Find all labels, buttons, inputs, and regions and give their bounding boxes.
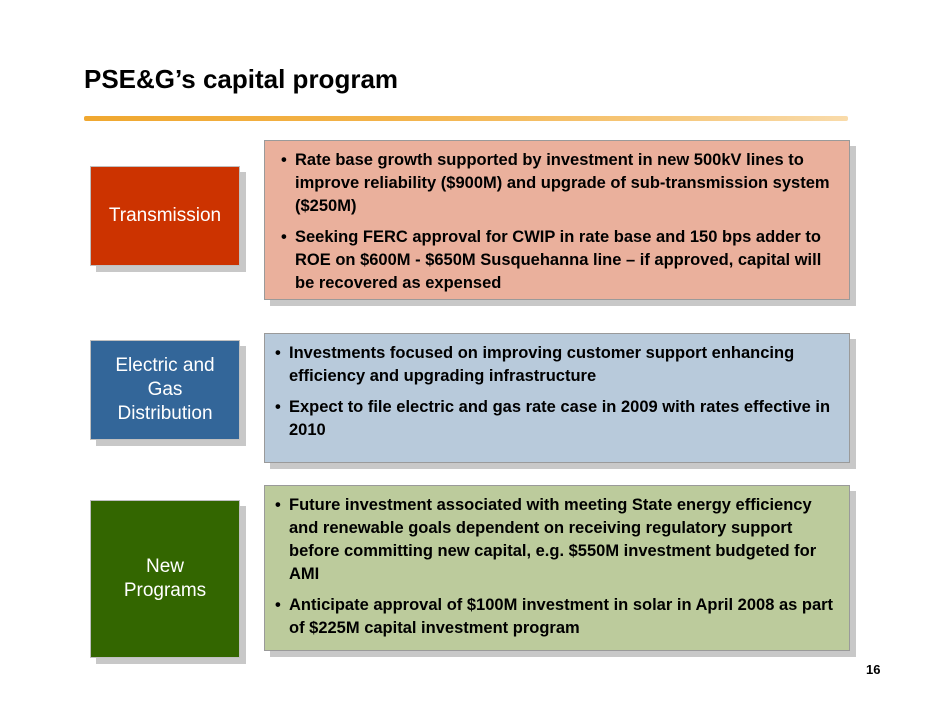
page-number: 16 bbox=[866, 662, 881, 677]
programs-bullet-2: • Anticipate approval of $100M investment in solar in April 2008 as part of $225M capital investment program bbox=[275, 596, 834, 637]
title-rule bbox=[84, 116, 848, 121]
bullet-icon: • bbox=[275, 344, 281, 362]
distribution-label: Electric and Gas Distribution bbox=[90, 340, 240, 440]
slide-title: PSE&G’s capital program bbox=[84, 64, 399, 94]
bullet-icon: • bbox=[275, 398, 281, 416]
transmission-bullet-1: • Rate base growth supported by investment in new 500kV lines to improve reliability ($900M) and upgrade of sub-transmission system ($250M) bbox=[281, 151, 830, 215]
bullet-icon: • bbox=[281, 151, 287, 169]
bullet-icon: • bbox=[275, 596, 281, 614]
transmission-panel bbox=[264, 140, 850, 300]
distribution-bullet-2: • Expect to file electric and gas rate case in 2009 with rates effective in 2010 bbox=[275, 398, 831, 439]
programs-label: New Programs bbox=[90, 500, 240, 658]
programs-bullet-1: • Future investment associated with meeting State energy efficiency and renewable goals dependent on receiving regulatory support before committing new capital, e.g. $550M investment budgeted for AMI bbox=[275, 496, 817, 583]
transmission-label: Transmission bbox=[90, 166, 240, 266]
programs-panel bbox=[264, 485, 850, 651]
distribution-panel bbox=[264, 333, 850, 463]
bullet-icon: • bbox=[281, 228, 287, 246]
transmission-bullet-2: • Seeking FERC approval for CWIP in rate base and 150 bps adder to ROE on $600M - $650M Susquehanna line – if approved, capital will be recovered as expensed bbox=[281, 228, 822, 292]
bullet-icon: • bbox=[275, 496, 281, 514]
distribution-bullet-1: • Investments focused on improving customer support enhancing efficiency and upgrading infrastructure bbox=[275, 344, 795, 385]
